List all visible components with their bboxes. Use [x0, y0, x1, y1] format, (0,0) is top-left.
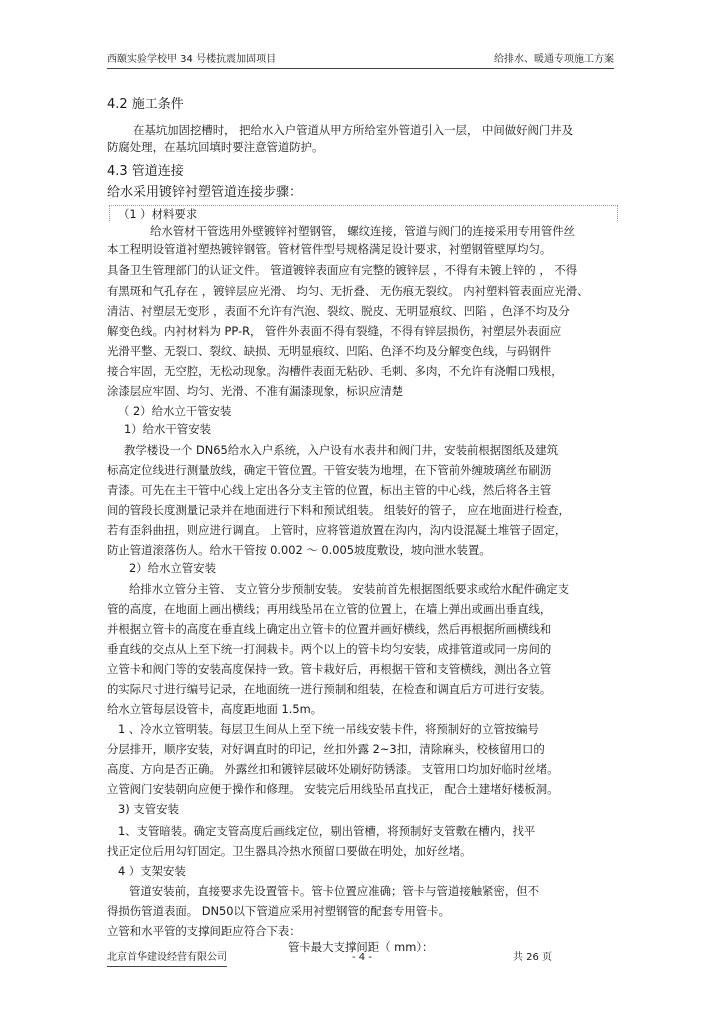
- paragraph-line: 解变色线。内衬材料为 PP-R， 管件外表面不得有裂缝，不得有锌层损伤，衬塑层外表面应: [107, 324, 562, 338]
- header-doc-title: 给排水、暖通专项施工方案: [494, 54, 614, 65]
- paragraph-line: 涂漆层应牢固、均匀、光滑、不准有漏漆现象，标识应清楚: [107, 384, 404, 398]
- section-4-2-title: 4.2 施工条件: [107, 97, 184, 112]
- footer-company: 北京首华建设经营有限公司: [107, 950, 227, 967]
- page-footer: [107, 950, 614, 966]
- paragraph-line: 在基坑加固挖槽时， 把给水入户管道从甲方所给室外管道引入一层， 中间做好阀门井及: [133, 123, 574, 137]
- paragraph-line: 青漆。可先在主干管中心线上定出各分支主管的位置，标出主管的中心线，然后将各主管: [107, 483, 552, 497]
- paragraph-line: 清洁、衬塑层无变形 ，表面不允许有汽泡、裂纹、脱皮、无明显痕纹、凹陷 ，色泽不均及分: [107, 304, 570, 318]
- paragraph-line: 立管卡和阀门等的安装高度保持一致。管卡栽好后，再根据干管和支管横线，测出各立管: [107, 662, 552, 676]
- paragraph-line: 教学楼设一个 DN65给水入户系统，入户设有水表井和阀门井，安装前根据图纸及建筑: [124, 443, 559, 457]
- subsection-heading: （1 ）材料要求: [118, 207, 198, 221]
- footer-page-number: - 4 -: [352, 952, 372, 963]
- section-4-3-title: 4.3 管道连接: [107, 164, 184, 179]
- paragraph-line: 防止管道滚落伤人。给水干管按 0.002 ～ 0.005坡度敷设，坡向泄水装置。: [107, 543, 491, 557]
- paragraph-line: 1 、冷水立管明装。每层卫生间从上至下统一吊线安装卡件，将预制好的立管按编号: [118, 722, 539, 736]
- sub-item-heading: 1）给水干管安装: [124, 422, 211, 436]
- paragraph-line: 得损伤管道表面。 DN50以下管道应采用衬塑钢管的配套专用管卡。: [107, 904, 450, 918]
- table-caption: 管卡最大支撑间距（ mm）：: [288, 940, 434, 954]
- paragraph-line: 具备卫生管理部门的认证文件。 管道镀锌表面应有完整的镀锌层 ，不得有未镀上锌的 ， 不得: [107, 263, 578, 277]
- paragraph-line: 管的高度，在地面上画出横线；再用线坠吊在立管的位置上，在墙上弹出或画出垂直线，: [107, 602, 552, 616]
- sub-item-heading: 4 ）支架安装: [118, 864, 186, 878]
- paragraph-line: 给排水立管分主管、 支立管分步预制安装。 安装前首先根据图纸要求或给水配件确定支: [129, 582, 570, 596]
- paragraph-line: 有黑斑和气孔存在 ，镀锌层应光滑、 均匀、无折叠、 无伤痕无裂纹。 内衬塑料管表面应光滑、: [107, 284, 589, 298]
- paragraph-line: 立管和水平管的支撑间距应符合下表：: [107, 924, 301, 938]
- paragraph-line: 间的管段长度测量记录并在地面进行下料和预试组装。 组装好的管子， 应在地面进行检查，: [107, 503, 570, 517]
- paragraph-line: 防腐处理，在基坑回填时要注意管道防护。: [107, 140, 324, 154]
- paragraph-line: 若有歪斜曲扭，则应进行调直。 上管时，应将管道放置在沟内，沟内设混凝土堆管子固定，: [107, 523, 567, 537]
- paragraph-line: 1、支管暗装。确定支管高度后画线定位，剔出管槽，将预制好支管敷在槽内，找平: [118, 824, 536, 838]
- paragraph-line: 本工程明设管道衬塑热镀锌钢管。管材管件型号规格满足设计要求，衬塑钢管壁厚均匀。: [107, 242, 552, 256]
- paragraph-line: 并根据立管卡的高度在垂直线上确定出立管卡的位置并画好横线，然后再根据所画横线和: [107, 622, 552, 636]
- sub-item-heading: 2）给水立管安装: [129, 561, 216, 575]
- header-project: 西颐实验学校甲 34 号楼抗震加固项目: [107, 54, 277, 65]
- paragraph-line: 的实际尺寸进行编号记录，在地面统一进行预制和组装，在检查和调直后方可进行安装。: [107, 682, 552, 696]
- page-header: [107, 52, 614, 69]
- paragraph-line: 标高定位线进行测量放线，确定干管位置。干管安装为地埋，在下管前外缠玻璃丝布刷沥: [107, 463, 552, 477]
- paragraph-line: 管道安装前，直接要求先设置管卡。管卡位置应准确；管卡与管道接触紧密，但不: [129, 884, 540, 898]
- sub-item-heading: 3) 支管安装: [118, 802, 179, 816]
- paragraph-line: 分层排开，顺序安装，对好调直时的印记，丝扣外露 2~3扣，清除麻头，校核留用口的: [107, 742, 545, 756]
- subsection-heading: （ 2）给水立干管安装: [118, 404, 232, 418]
- paragraph-line: 接合牢固，无空腔，无松动现象。沟槽件表面无粘砂、毛刺、多肉，不允许有浇帽口残根，: [107, 364, 563, 378]
- paragraph-line: 垂直线的交点从上至下统一打洞栽卡。两个以上的管卡均匀安装，成排管道或同一房间的: [107, 642, 552, 656]
- section-4-3-intro: 给水采用镀锌衬塑管道连接步骤：: [107, 185, 303, 200]
- paragraph-line: 光滑平整、无裂口、裂纹、缺损、无明显痕纹、凹陷、色泽不均及分解变色线，与码钢件: [107, 344, 552, 358]
- paragraph-line: 给水立管每层设管卡，高度距地面 1.5m。: [107, 702, 323, 716]
- paragraph-line: 找正定位后用勾钉固定。卫生器具冷热水预留口要做在明处，加好丝堵。: [107, 844, 472, 858]
- paragraph-line: 高度、方向是否正确。 外露丝扣和镀锌层破坏处刷好防锈漆。 支管用口均加好临时丝堵。: [107, 762, 559, 776]
- paragraph-line: 给水管材干管选用外壁镀锌衬塑钢管， 螺纹连接，管道与阀门的连接采用专用管件丝: [150, 224, 576, 238]
- paragraph-line: 立管阀门安装朝向应便于操作和修理。 安装完后用线坠吊直找正， 配合土建堵好楼板洞。: [107, 782, 559, 796]
- footer-total-pages: 共 26 页: [512, 952, 552, 963]
